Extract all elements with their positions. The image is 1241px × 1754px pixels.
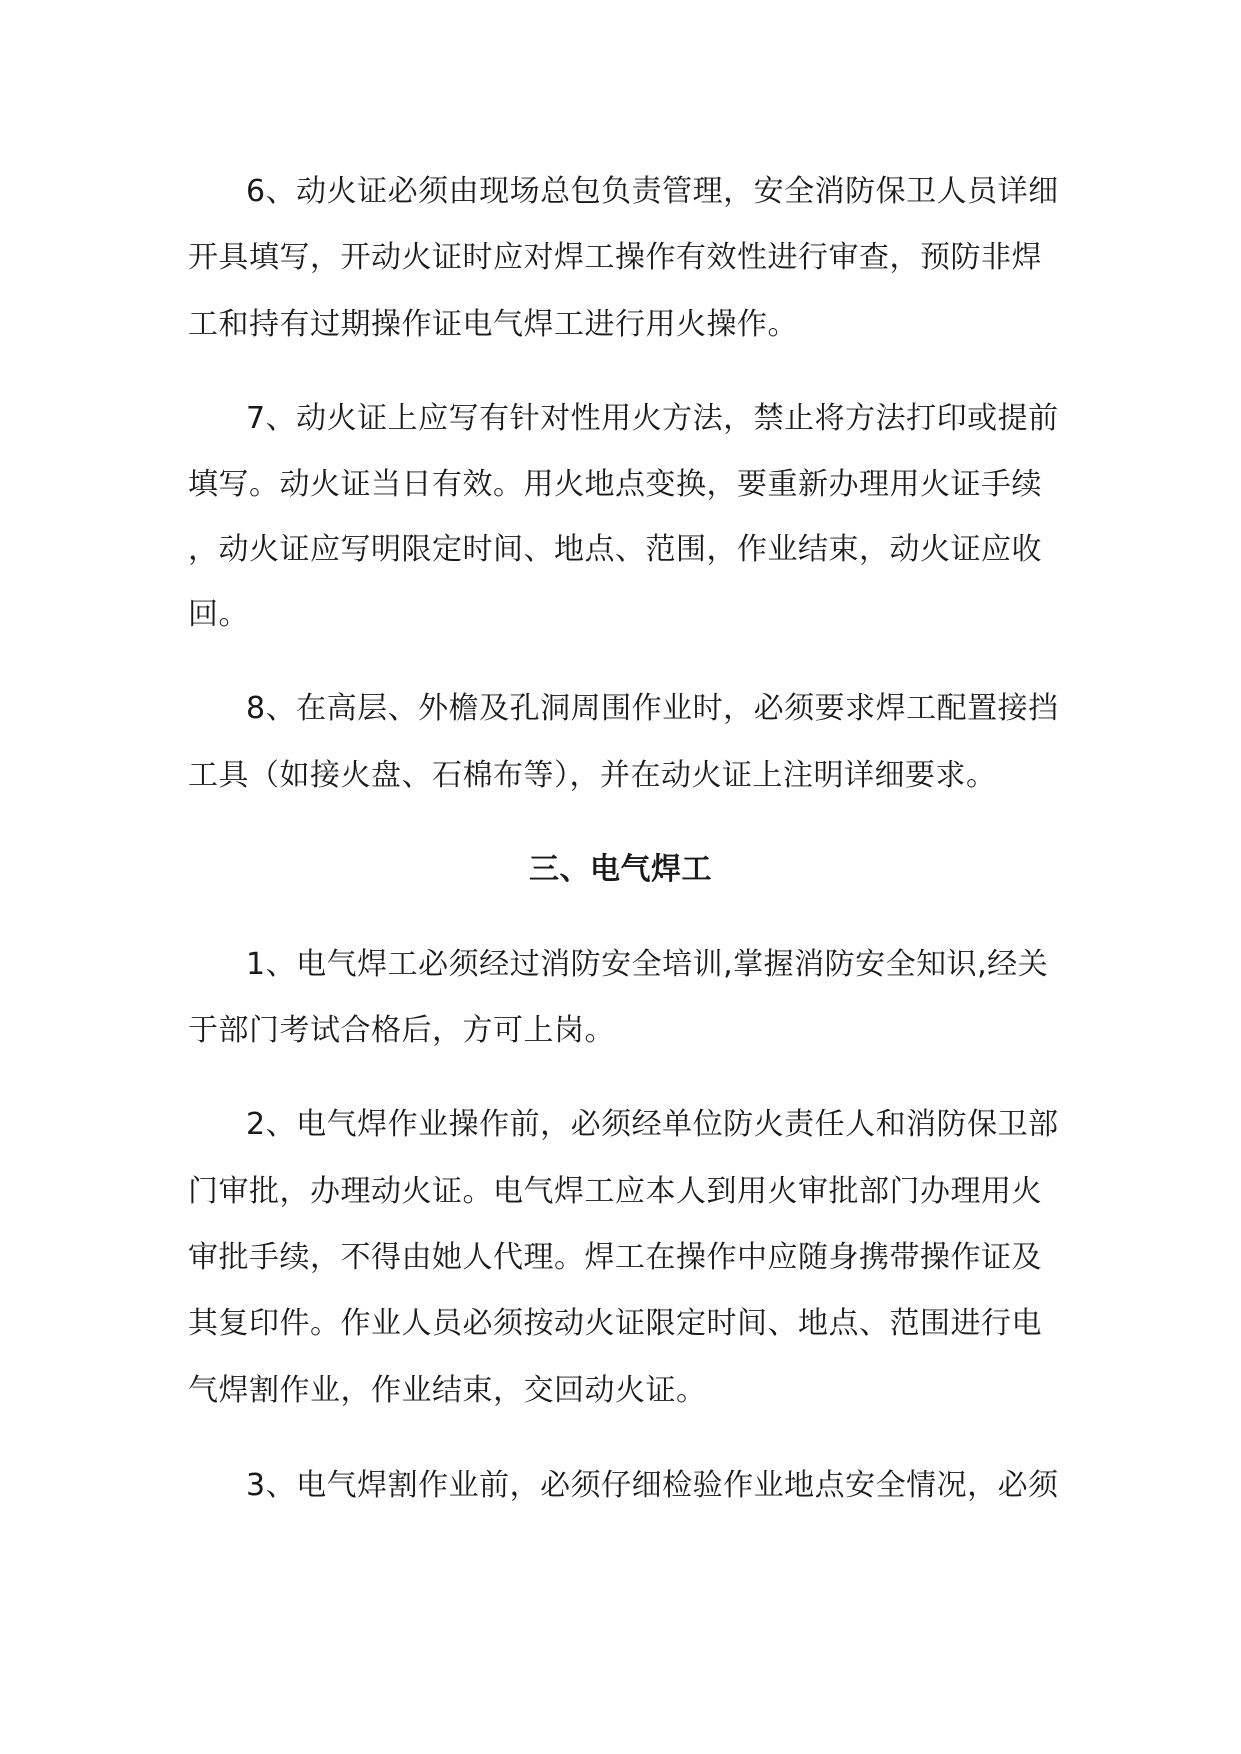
paragraph-1-line-2: 于部门考试合格后，方可上岗。 [188,1013,615,1048]
section-heading: 三、电气焊工 [529,852,712,887]
paragraph-6-line-2: 开具填写，开动火证时应对焊工操作有效性进行审查，预防非焊 [188,240,1042,275]
paragraph-2-line-1: 2、电气焊作业操作前，必须经单位防火责任人和消防保卫部 [246,1107,1059,1142]
paragraph-2-line-4: 其复印件。作业人员必须按动火证限定时间、地点、范围进行电 [188,1306,1042,1341]
paragraph-2-line-3: 审批手续，不得由她人代理。焊工在操作中应随身携带操作证及 [188,1240,1042,1275]
paragraph-7-line-3: ，动火证应写明限定时间、地点、范围，作业结束，动火证应收 [188,532,1042,567]
paragraph-6-line-1: 6、动火证必须由现场总包负责管理，安全消防保卫人员详细 [246,174,1059,209]
paragraph-6-line-3: 工和持有过期操作证电气焊工进行用火操作。 [188,307,798,342]
paragraph-3-line-1: 3、电气焊割作业前，必须仔细检验作业地点安全情况，必须 [246,1468,1059,1503]
paragraph-2-line-2: 门审批，办理动火证。电气焊工应本人到用火审批部门办理用火 [188,1174,1042,1209]
paragraph-2-line-5: 气焊割作业，作业结束，交回动火证。 [188,1373,707,1408]
paragraph-7-line-1: 7、动火证上应写有针对性用火方法，禁止将方法打印或提前 [246,401,1059,436]
paragraph-7-line-2: 填写。动火证当日有效。用火地点变换，要重新办理用火证手续 [188,467,1042,502]
paragraph-1-line-1: 1、电气焊工必须经过消防安全培训,掌握消防安全知识,经关 [246,947,1049,982]
paragraph-7-line-4: 回。 [188,597,249,632]
paragraph-8-line-2: 工具（如接火盘、石棉布等），并在动火证上注明详细要求。 [188,758,997,793]
paragraph-8-line-1: 8、在高层、外檐及孔洞周围作业时，必须要求焊工配置接挡 [246,691,1059,726]
